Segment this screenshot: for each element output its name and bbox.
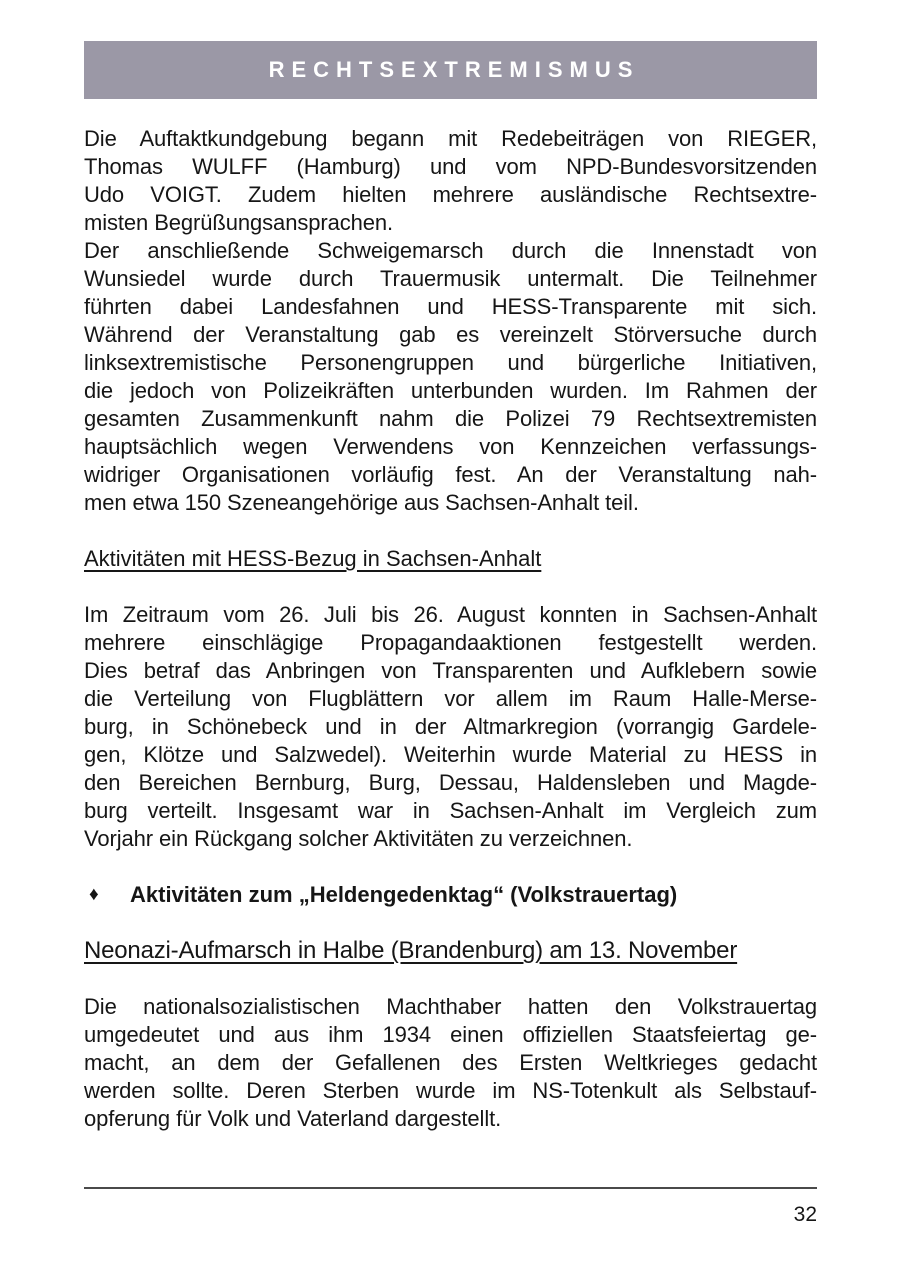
text-line: mehrere einschlägige Propagandaaktionen festgestellt werden.	[84, 630, 817, 655]
bullet-heading-text: Aktivitäten zum „Heldengedenktag“ (Volkstrauertag)	[130, 882, 678, 907]
text-line: opferung für Volk und Vaterland dargestellt.	[84, 1106, 502, 1131]
text-line: men etwa 150 Szeneangehörige aus Sachsen-Anhalt teil.	[84, 490, 639, 515]
text-line: werden sollte. Deren Sterben wurde im NS-Totenkult als Selbstauf-	[84, 1078, 817, 1103]
text-line: misten Begrüßungsansprachen.	[84, 210, 394, 235]
text-line: linksextremistische Personengruppen und bürgerliche Initiativen,	[84, 350, 817, 375]
text-line: Udo VOIGT. Zudem hielten mehrere ausländische Rechtsextre-	[84, 182, 817, 207]
underlined-heading: Aktivitäten mit HESS-Bezug in Sachsen-Anhalt	[84, 546, 542, 571]
paragraph	[84, 125, 817, 237]
paragraph	[84, 237, 817, 517]
text-line: die Verteilung von Flugblättern vor allem im Raum Halle-Merse-	[84, 686, 817, 711]
page-number: 32	[793, 1203, 817, 1226]
text-line: gesamten Zusammenkunft nahm die Polizei 79 Rechtsextremisten	[84, 406, 817, 431]
text-line: hauptsächlich wegen Verwendens von Kennzeichen verfassungs-	[84, 434, 817, 459]
footer-divider	[84, 1187, 817, 1189]
paragraph	[84, 601, 817, 853]
section-banner	[84, 41, 817, 99]
text-line: burg verteilt. Insgesamt war in Sachsen-Anhalt im Vergleich zum	[84, 798, 817, 823]
text-line: umgedeutet und aus ihm 1934 einen offiziellen Staatsfeiertag ge-	[84, 1022, 817, 1047]
text-line: burg, in Schönebeck und in der Altmarkregion (vorrangig Gardele-	[84, 714, 817, 739]
text-line: Dies betraf das Anbringen von Transparenten und Aufklebern sowie	[84, 658, 817, 683]
text-line: Die nationalsozialistischen Machthaber hatten den Volkstrauertag	[84, 994, 817, 1019]
text-line: Der anschließende Schweigemarsch durch die Innenstadt von	[84, 238, 817, 263]
text-line: Während der Veranstaltung gab es vereinzelt Störversuche durch	[84, 322, 817, 347]
text-line: führten dabei Landesfahnen und HESS-Transparente mit sich.	[84, 294, 817, 319]
text-line: die jedoch von Polizeikräften unterbunden wurden. Im Rahmen der	[84, 378, 817, 403]
text-line: Vorjahr ein Rückgang solcher Aktivitäten zu verzeichnen.	[84, 826, 633, 851]
document-body	[84, 125, 817, 1133]
text-line: widriger Organisationen vorläufig fest. An der Veranstaltung nah-	[84, 462, 817, 487]
underlined-heading: Neonazi-Aufmarsch in Halbe (Brandenburg) am 13. November	[84, 937, 738, 964]
text-line: Im Zeitraum vom 26. Juli bis 26. August konnten in Sachsen-Anhalt	[84, 602, 817, 627]
text-line: Wunsiedel wurde durch Trauermusik untermalt. Die Teilnehmer	[84, 266, 817, 291]
diamond-bullet-icon: ♦	[89, 884, 99, 905]
paragraph	[84, 993, 817, 1133]
text-line: Die Auftaktkundgebung begann mit Redebeiträgen von RIEGER,	[84, 126, 817, 151]
bullet-heading	[84, 881, 817, 909]
section-banner-title: RECHTSEXTREMISMUS	[268, 57, 640, 82]
text-line: gen, Klötze und Salzwedel). Weiterhin wurde Material zu HESS in	[84, 742, 817, 767]
text-line: macht, an dem der Gefallenen des Ersten Weltkrieges gedacht	[84, 1050, 817, 1075]
text-line: Thomas WULFF (Hamburg) und vom NPD-Bundesvorsitzenden	[84, 154, 817, 179]
text-line: den Bereichen Bernburg, Burg, Dessau, Haldensleben und Magde-	[84, 770, 817, 795]
